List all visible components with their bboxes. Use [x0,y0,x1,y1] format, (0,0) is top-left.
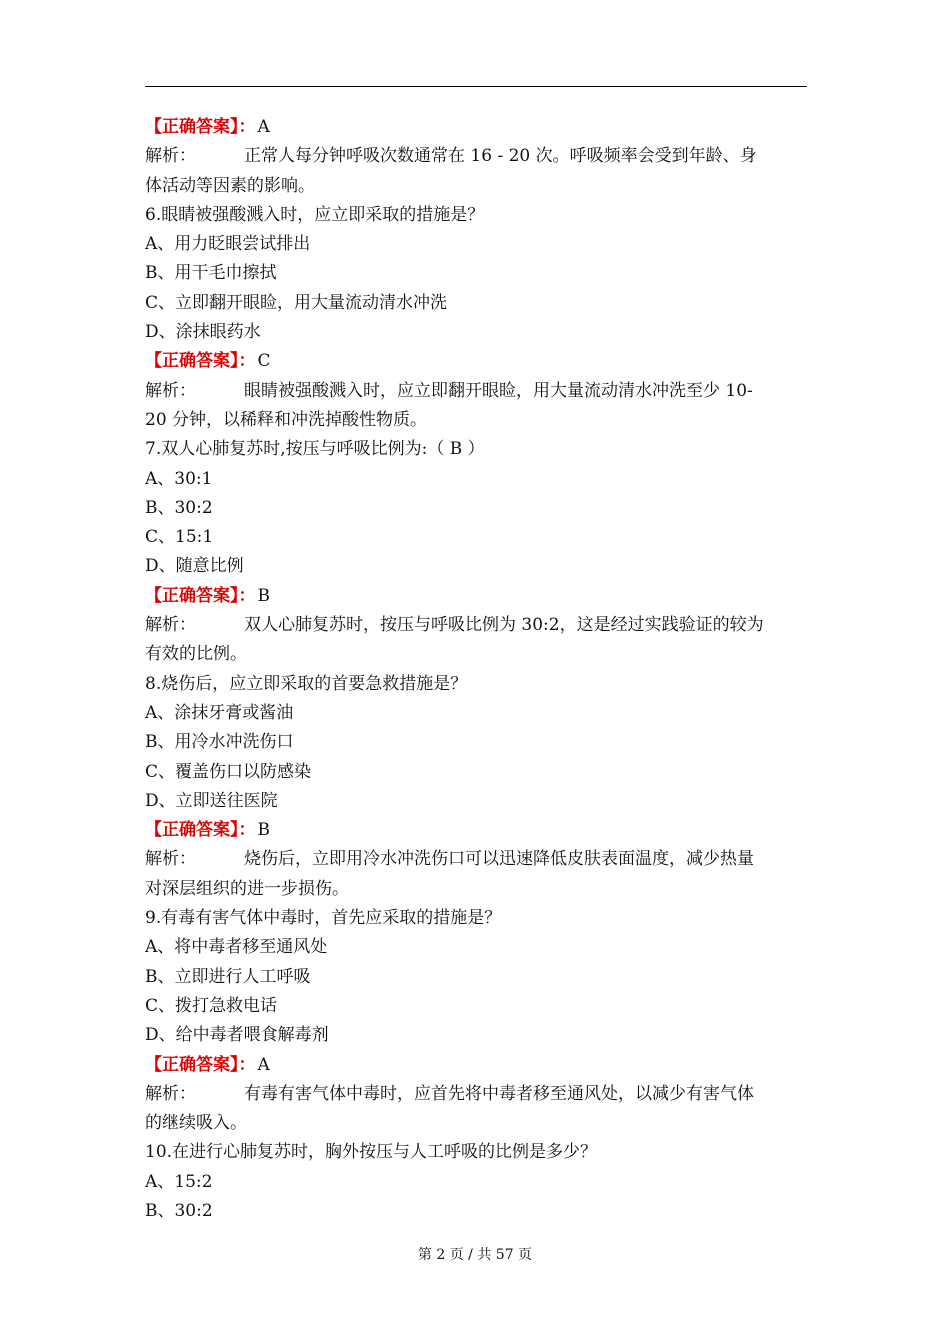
correct-answer-label: 【正确答案】： [145,585,256,606]
question-line: 8.烧伤后，应立即采取的首要急救措施是？ [145,673,468,694]
analysis-text: 双人心肺复苏时，按压与呼吸比例为 30:2，这是经过实践验证的较为 [244,615,764,636]
analysis-text: 有毒有害气体中毒时，应首先将中毒者移至通风处，以减少有害气体 [244,1083,754,1104]
analysis-text: 眼睛被强酸溅入时，应立即翻开眼睑，用大量流动清水冲洗至少 10- [244,380,753,401]
correct-answer-line [145,113,807,142]
analysis-line [145,142,807,171]
text-line: B、用冷水冲洗伤口 [145,732,294,753]
text-line: D、涂抹眼药水 [145,322,261,343]
analysis-text: 烧伤后，立即用冷水冲洗伤口可以迅速降低皮肤表面温度，减少热量 [244,849,754,870]
text-line: A、15:2 [145,1171,213,1192]
text-line: B、立即进行人工呼吸 [145,966,311,987]
text-line: B、30:2 [145,1200,213,1221]
text-line: A、用力眨眼尝试排出 [145,234,311,255]
text-line: C、拨打急救电话 [145,995,278,1016]
correct-answer-label: 【正确答案】： [145,1054,256,1075]
text-line: 对深层组织的进一步损伤。 [145,878,349,899]
question-line: 10.在进行心肺复苏时，胸外按压与人工呼吸的比例是多少？ [145,1142,598,1163]
text-line: C、立即翻开眼睑，用大量流动清水冲洗 [145,292,448,313]
text-line: 体活动等因素的影响。 [145,175,315,196]
correct-answer-line [145,816,807,845]
header-rule [145,86,807,87]
text-line: 的继续吸入。 [145,1113,247,1134]
page-footer: 第 2 页 / 共 57 页 [417,1247,533,1263]
question-line: 7.双人心肺复苏时,按压与呼吸比例为:（ B ） [145,439,485,460]
text-line: D、给中毒者喂食解毒剂 [145,1025,329,1046]
text-line: C、15:1 [145,527,214,548]
analysis-label: 解析： [145,1083,196,1104]
question-line: 9.有毒有害气体中毒时，首先应采取的措施是？ [145,908,502,929]
correct-answer-line [145,347,807,376]
text-line: D、随意比例 [145,556,244,577]
correct-answer-label: 【正确答案】： [145,117,256,137]
correct-answer-value: B [257,585,270,606]
analysis-line [145,1080,807,1109]
correct-answer-label: 【正确答案】： [145,820,256,841]
text-line: A、30:1 [145,468,213,489]
document-body [145,113,807,1226]
analysis-label: 解析： [145,849,196,870]
text-line: B、30:2 [145,497,213,518]
text-line: 20 分钟，以稀释和冲洗掉酸性物质。 [145,409,428,430]
correct-answer-value: C [257,351,271,372]
correct-answer-line [145,1051,807,1080]
analysis-line [145,377,807,406]
correct-answer-line [145,582,807,611]
analysis-line [145,611,807,640]
text-line: 有效的比例。 [145,644,247,665]
correct-answer-value: B [257,820,270,841]
analysis-text: 正常人每分钟呼吸次数通常在 16 - 20 次。呼吸频率会受到年龄、身 [244,146,757,167]
text-line: B、用干毛巾擦拭 [145,263,277,284]
text-line: A、将中毒者移至通风处 [145,937,328,958]
question-line: 6.眼睛被强酸溅入时，应立即采取的措施是？ [145,204,485,225]
analysis-label: 解析： [145,380,196,401]
analysis-label: 解析： [145,146,196,167]
text-line: A、涂抹牙膏或酱油 [145,702,294,723]
text-line: D、立即送往医院 [145,790,278,811]
correct-answer-label: 【正确答案】： [145,351,256,372]
correct-answer-value: A [257,117,270,137]
text-line: C、覆盖伤口以防感染 [145,761,312,782]
correct-answer-value: A [257,1054,270,1075]
analysis-label: 解析： [145,615,196,636]
analysis-line [145,845,807,874]
